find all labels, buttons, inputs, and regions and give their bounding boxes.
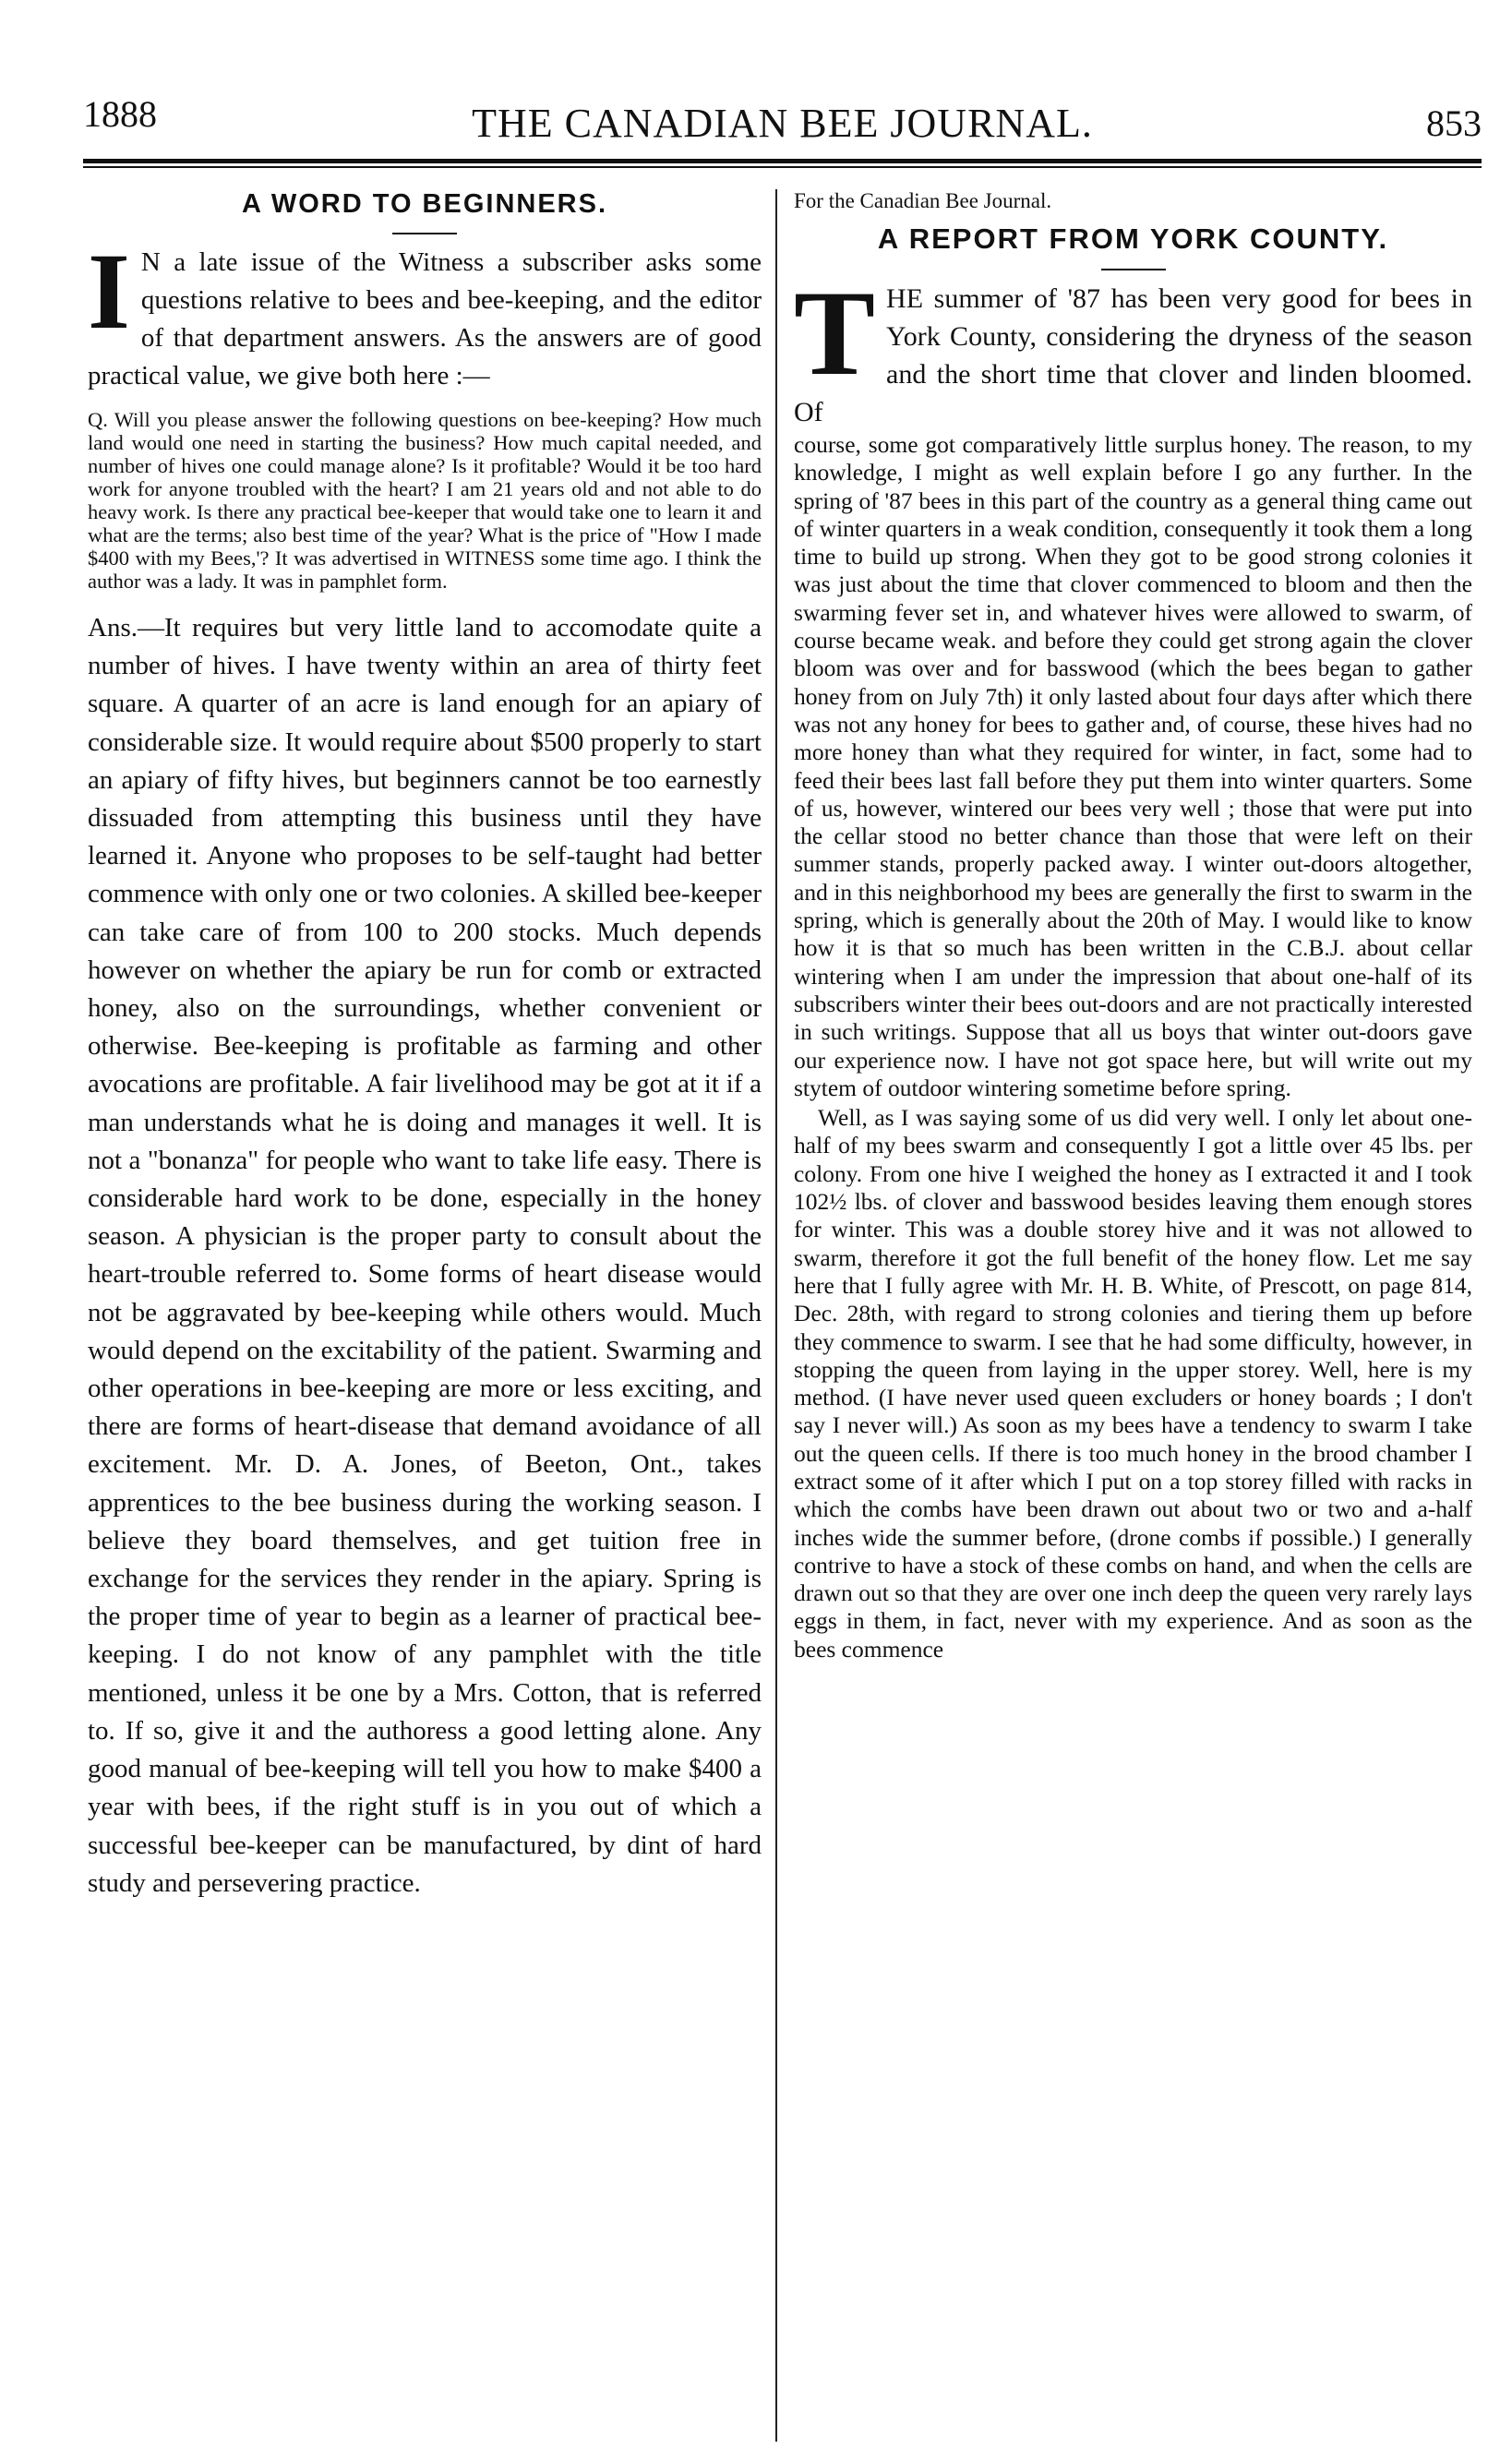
- left-intro-text: N a late issue of the Witness a subscriber asks some questions relative to bees and bee-keeping, and the editor of that department answers. As the answers are of good practical value, we give both here :—: [88, 247, 762, 390]
- left-column: [88, 189, 762, 1903]
- left-intro: [88, 231, 762, 395]
- page-number: 853: [1426, 102, 1482, 144]
- answer-text: Ans.—It requires but very little land to accomodate quite a number of hives. I have twenty within an area of thirty feet square. A quarter of an acre is land enough for an apiary of considerable size. It would require about $500 properly to start an apiary of fifty hives, but beginners cannot be too earnestly dissuaded from attempting this business until they have learned it. Anyone who proposes to be self-taught had better commence with only one or two colonies. A skilled bee-keeper can take care of from 100 to 200 stocks. Much depends however on whether the apiary be run for comb or extracted honey, also on the surroundings, whether convenient or otherwise. Bee-keeping is profitable as farming and other avocations are profitable. A fair livelihood may be got at it if a man understands what he is doing and manages it well. It is not a "bonanza" for people who want to take life easy. There is considerable hard work to be done, especially in the honey season. A physician is the proper party to consult about the heart-trouble referred to. Some forms of heart disease would not be aggravated by bee-keeping while others would. Much would depend on the excitability of the patient. Swarming and other operations in bee-keeping are more or less exciting, and there are forms of heart-disease that demand avoidance of all excitement. Mr. D. A. Jones, of Beeton, Ont., takes apprentices to the bee business during the working season. I believe they board themselves, and get tuition free in exchange for the services they render in the apiary. Spring is the proper time of year to begin as a learner of practical bee-keeping. I do not know of any pamphlet with the title mentioned, unless it be one by a Mrs. Cotton, that is referred to. If so, give it and the authoress a good letting alone. Any good manual of bee-keeping will tell you how to make $400 a year with bees, if the right stuff is in you out of which a successful bee-keeper can be manufactured, by dint of hard study and persevering practice.: [88, 613, 762, 1898]
- right-paragraph: course, some got comparatively little surplus honey. The reason, to my knowledge, I might as well explain before I go any further. In the spring of '87 bees in this part of the country as a general thing came out of winter quarters in a weak condition, consequently it took them a long time to build up strong. When they got to be good strong colonies it was just about the time that clover commenced to bloom and then the swarming fever set in, and whatever hives were allowed to swarm, of course became weak. and before they could get strong again the clover bloom was over and for basswood (which the bees began to gather honey from on July 7th) it only lasted about four days after which there was not any honey for bees to gather and, of course, these hives had no more honey than what they required for winter, in fact, some had to feed their bees last fall before they put them into winter quarters. Some of us, however, wintered our bees very well ; those that were put into the cellar stood no better chance than those that were left on their summer stands, properly packed away. I winter out-doors altogether, and in this neighborhood my bees are generally the first to swarm in the spring, which is generally about the 20th of May. I would like to know how it is that so much has been written in the C.B.J. about cellar wintering when I am under the impression that about one-half of its subscribers winter their bees out-doors and are not practically interested in such writings. Suppose that all us boys that winter out-doors gave our experience now. I have not got space here, but will write out my stytem of outdoor wintering sometime before spring.: [794, 431, 1472, 1101]
- right-intro: [794, 265, 1472, 431]
- journal-title: THE CANADIAN BEE JOURNAL.: [472, 101, 1093, 146]
- right-intro-text: HE summer of '87 has been very good for bees in York County, considering the dryness of the season and the short time that clover and linden bloomed. Of: [794, 283, 1472, 427]
- right-paragraph: Well, as I was saying some of us did very well. I only let about one-half of my bees swarm and consequently I got a little over 45 lbs. per colony. From one hive I weighed the honey as I extracted it and I took 102½ lbs. of clover and basswood besides leaving them enough stores for winter. This was a double storey hive and it was not allowed to swarm, therefore it got the full benefit of the honey flow. Let me say here that I fully agree with Mr. H. B. White, of Prescott, on page 814, Dec. 28th, with regard to strong colonies and tiering them up before they commence to swarm. I see that he had some difficulty, however, in stopping the queen from laying in the upper storey. Well, here is my method. (I have never used queen excluders or honey boards ; I don't say I never will.) As soon as my bees have a tendency to swarm I take out the queen cells. If there is too much honey in the brood chamber I extract some of it after which I put on a top storey filled with racks in which the combs have been drawn out about two or two and a-half inches wide the summer before, (drone combs if possible.) I generally contrive to have a stock of these combs on hand, and when the cells are drawn out so that they are over one inch deep the queen very rarely lays eggs in them, in fact, never with my experience. And as soon as the bees commence: [794, 1104, 1472, 1663]
- year: 1888: [83, 93, 157, 135]
- header-rule-thin: [83, 166, 1482, 168]
- running-head: [83, 92, 1482, 157]
- right-column: [794, 189, 1472, 1663]
- title-rule: [1101, 269, 1166, 270]
- column-divider: [775, 189, 777, 2442]
- article-source: For the Canadian Bee Journal.: [794, 189, 1052, 212]
- question-text: Q. Will you please answer the following questions on bee-keeping? How much land would one need in starting the business? How much capital needed, and number of hives one could manage alone? Is it profitable? Would it be too hard work for anyone troubled with the heart? I am 21 years old and not able to do heavy work. Is there any practical bee-keeper that would take one to learn it and what are the terms; also best time of the year? What is the price of "How I made $400 with my Bees,'? It was advertised in WITNESS some time ago. I think the author was a lady. It was in pamphlet form.: [88, 408, 762, 593]
- left-article-title: A WORD TO BEGINNERS.: [241, 189, 608, 219]
- dropcap: T: [794, 265, 876, 401]
- right-article-title: A REPORT FROM YORK COUNTY.: [877, 222, 1389, 255]
- header-rule: [83, 159, 1482, 163]
- title-rule: [392, 233, 457, 234]
- dropcap: I: [88, 231, 130, 352]
